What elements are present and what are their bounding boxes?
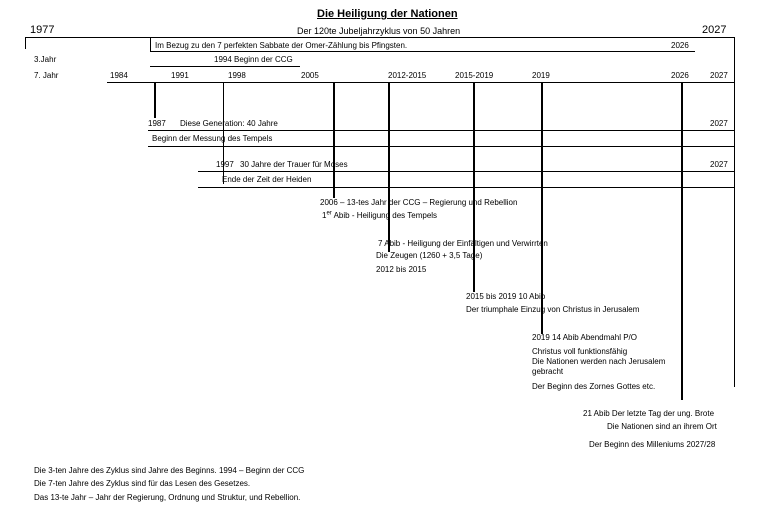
year-2027: 2027 — [710, 71, 728, 80]
year-1984: 1984 — [110, 71, 128, 80]
year-1991: 1991 — [171, 71, 189, 80]
moses-bottom-rule — [198, 187, 735, 188]
footnote-3: Das 13-te Jahr – Jahr der Regierung, Ordnung und Struktur, und Rebellion. — [34, 493, 301, 502]
generation-text: Diese Generation: 40 Jahre — [180, 119, 278, 128]
generation-year: 1987 — [148, 119, 166, 128]
moses-end: 2027 — [710, 160, 728, 169]
diagram-title: Die Heiligung der Nationen — [317, 8, 458, 20]
moses-rule — [198, 171, 735, 172]
row-7jahr-label: 7. Jahr — [34, 71, 59, 80]
year-2005: 2005 — [301, 71, 319, 80]
abib21: 21 Abib Der letzte Tag der ung. Brote — [583, 409, 715, 418]
ccg-start: 1994 Beginn der CCG — [214, 55, 293, 64]
ort: Die Nationen sind an ihrem Ort — [607, 422, 717, 431]
top-rule — [25, 37, 735, 38]
abib1: 1er Abib - Heiligung des Tempels — [322, 210, 438, 220]
year-2015-2019: 2015-2019 — [455, 71, 494, 80]
ccg-rule — [150, 66, 300, 67]
einzug: Der triumphale Einzug von Christus in Jerusalem — [466, 305, 640, 314]
row-3jahr-label: 3.Jahr — [34, 55, 57, 64]
abib14: 2019 14 Abib Abendmahl P/O — [532, 333, 637, 342]
end-year: 2027 — [702, 24, 727, 36]
omer-left-tick — [150, 37, 151, 51]
marker-2006 — [333, 82, 335, 198]
year-2019: 2019 — [532, 71, 550, 80]
omer-rule — [150, 51, 695, 52]
generation-note: Beginn der Messung des Tempels — [152, 134, 273, 143]
zeugen: Die Zeugen (1260 + 3,5 Tage) — [376, 251, 483, 260]
omer-text: Im Bezug zu den 7 perfekten Sabbate der Omer-Zählung bis Pfingsten. — [155, 41, 408, 50]
moses-year: 1997 — [216, 160, 234, 169]
generation-bottom-rule — [148, 146, 735, 147]
diagram-subtitle: Der 120te Jubeljahrzyklus von 50 Jahren — [297, 26, 461, 36]
moses-note: Ende der Zeit der Heiden — [222, 175, 312, 184]
start-year: 1977 — [30, 24, 55, 36]
year-1998: 1998 — [228, 71, 246, 80]
ccg-2006: 2006 – 13-tes Jahr der CCG – Regierung und Rebellion — [320, 198, 518, 207]
abib10: 2015 bis 2019 10 Abib — [466, 292, 546, 301]
footnote-1: Die 3-ten Jahre des Zyklus sind Jahre des Beginns. 1994 – Beginn der CCG — [34, 466, 305, 475]
left-tick — [25, 37, 26, 49]
marker-1987 — [154, 82, 156, 118]
zorn: Der Beginn des Zornes Gottes etc. — [532, 382, 656, 391]
moses-text: 30 Jahre der Trauer für Moses — [240, 160, 348, 169]
nationen-line2: gebracht — [532, 367, 564, 376]
footnote-2: Die 7-ten Jahre des Zyklus sind für das Lesen des Gesetzes. — [34, 479, 251, 488]
marker-2012 — [388, 82, 390, 252]
year-2026: 2026 — [671, 71, 689, 80]
zeugen-years: 2012 bis 2015 — [376, 265, 427, 274]
generation-rule — [148, 130, 735, 131]
millenium: Der Beginn des Milleniums 2027/28 — [589, 440, 716, 449]
omer-end: 2026 — [671, 41, 689, 50]
timeline-axis — [107, 82, 735, 83]
generation-end: 2027 — [710, 119, 728, 128]
right-border — [734, 37, 735, 387]
abib7: 7 Abib - Heiligung der Einfältigen und Verwirrten — [378, 239, 548, 248]
year-2012-2015: 2012-2015 — [388, 71, 427, 80]
nationen-line1: Die Nationen werden nach Jerusalem — [532, 357, 666, 366]
christus: Christus voll funktionsfähig — [532, 347, 628, 356]
